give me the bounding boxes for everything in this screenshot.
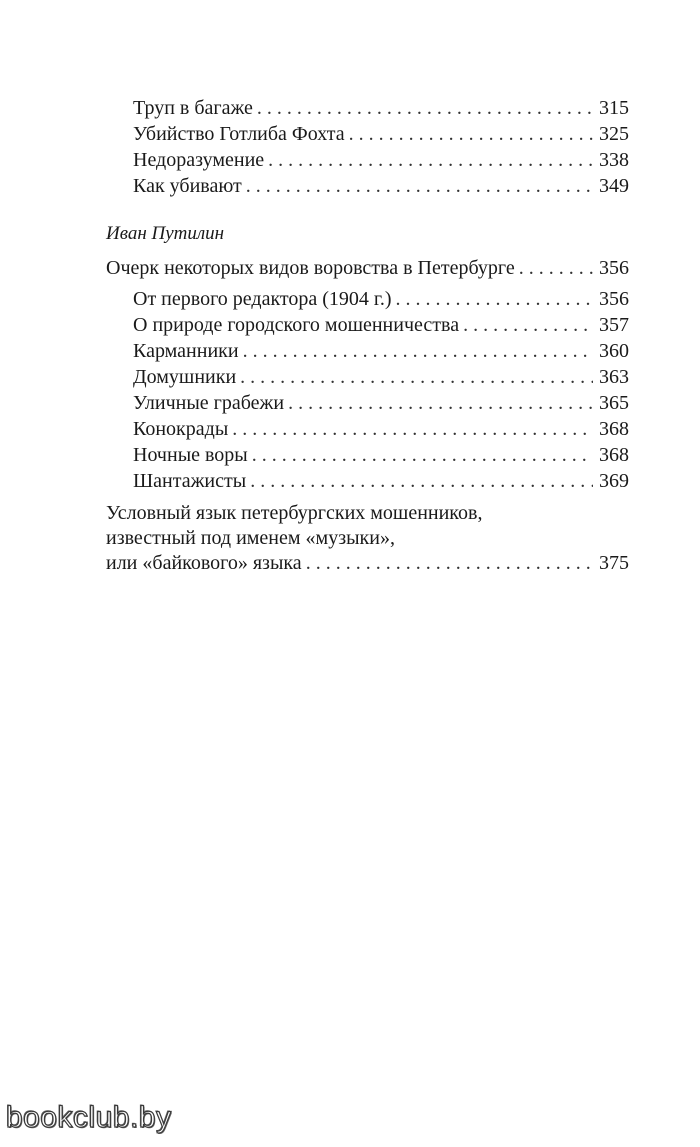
dot-leader <box>250 469 593 493</box>
toc-entry-title: Шантажисты <box>133 470 247 492</box>
toc-entry-title: Уличные грабежи <box>133 392 285 414</box>
toc-entry <box>133 339 629 363</box>
watermark: bookclub.by <box>6 1101 172 1134</box>
toc-entry-page: 357 <box>599 314 629 336</box>
toc-entry <box>133 365 629 389</box>
toc-entry <box>133 96 629 120</box>
toc-entry-page: 315 <box>599 97 629 119</box>
toc-entry <box>133 391 629 415</box>
toc-entry-title: Очерк некоторых видов воровства в Петербурге <box>106 257 515 279</box>
toc-entry-title: или «байкового» языка <box>106 552 302 574</box>
dot-leader <box>252 443 593 467</box>
toc-entry-page: 360 <box>599 340 629 362</box>
toc-entry-page: 356 <box>599 288 629 310</box>
toc-entry-page: 325 <box>599 123 629 145</box>
toc-entry-page: 363 <box>599 366 629 388</box>
toc-entry-title: Домушники <box>133 366 237 388</box>
toc-entry-page: 356 <box>599 257 629 279</box>
toc-entry-title: Недоразумение <box>133 149 265 171</box>
dot-leader <box>243 339 593 363</box>
toc-entry-page: 368 <box>599 444 629 466</box>
toc-entry <box>133 469 629 493</box>
dot-leader <box>288 391 593 415</box>
dot-leader <box>396 287 593 311</box>
toc-entry <box>133 122 629 146</box>
toc-entry-title: Конокрады <box>133 418 229 440</box>
toc-entry-title: От первого редактора (1904 г.) <box>133 288 392 310</box>
toc-entry-page: 349 <box>599 175 629 197</box>
toc-entry-title: Ночные воры <box>133 444 248 466</box>
toc-entry <box>133 174 629 198</box>
toc-entry-title: Как убивают <box>133 175 242 197</box>
toc-entry <box>133 148 629 172</box>
toc-entry <box>133 417 629 441</box>
toc-entry-page: 369 <box>599 470 629 492</box>
toc-entry-line: известный под именем «музыки», <box>106 527 395 549</box>
toc-entry-line: Условный язык петербургских мошенников, <box>106 502 483 524</box>
dot-leader <box>240 365 593 389</box>
dot-leader <box>349 122 593 146</box>
toc-entry <box>133 287 629 311</box>
toc-entry-page: 368 <box>599 418 629 440</box>
toc-entry-title: Убийство Готлиба Фохта <box>133 123 345 145</box>
dot-leader <box>519 256 593 280</box>
toc-entry-page: 365 <box>599 392 629 414</box>
author-heading: Иван Путилин <box>106 223 225 244</box>
dot-leader <box>463 313 593 337</box>
dot-leader <box>232 417 593 441</box>
dot-leader <box>306 551 593 575</box>
dot-leader <box>268 148 593 172</box>
toc-entry <box>133 313 629 337</box>
toc-entry-page: 338 <box>599 149 629 171</box>
toc-entry <box>133 443 629 467</box>
dot-leader <box>257 96 593 120</box>
toc-entry <box>106 551 629 575</box>
toc-entry-title: Труп в багаже <box>133 97 253 119</box>
dot-leader <box>246 174 593 198</box>
toc-entry-title: Карманники <box>133 340 239 362</box>
toc-entry-title: О природе городского мошенничества <box>133 314 460 336</box>
toc-entry-page: 375 <box>599 552 629 574</box>
toc-entry <box>106 256 629 280</box>
